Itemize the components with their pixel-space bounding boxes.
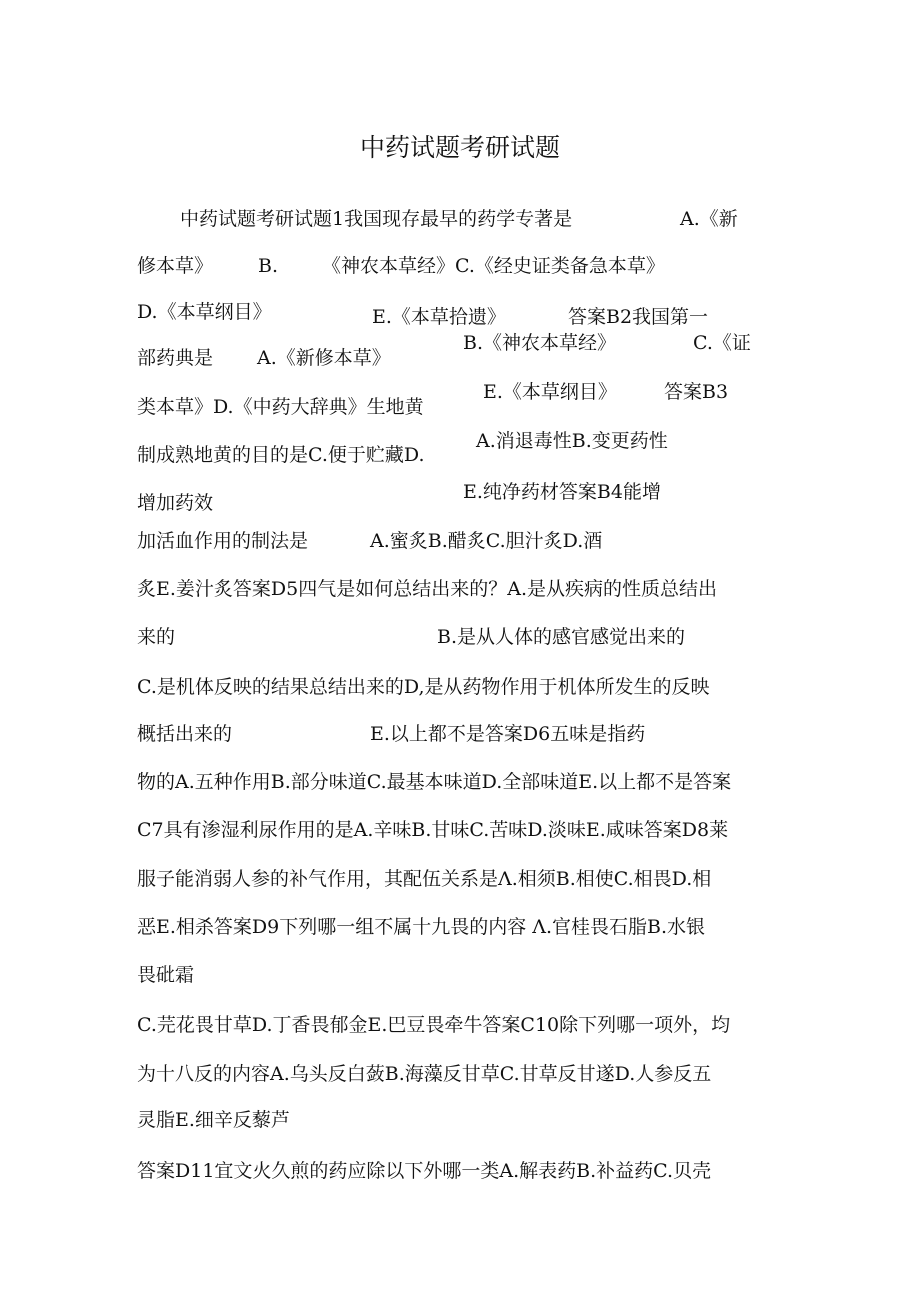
text-line: E.《本草拾遗》: [372, 306, 506, 328]
text-line: E.纯净药材答案B4能增: [463, 481, 661, 503]
text-line: 《神农本草经》C.《经史证类备急本草》: [322, 255, 665, 277]
text-line: 答案D11宜文火久煎的药应除以下外哪一类A.解表药B.补益药C.贝壳: [137, 1160, 712, 1182]
text-line: 为十八反的内容A.乌头反白蔹B.海藻反甘草C.甘草反甘遂D.人参反五: [137, 1063, 712, 1085]
text-line: 畏砒霜: [137, 964, 195, 986]
text-line: 概括出来的: [137, 723, 233, 745]
text-line: E.以上都不是答案D6五味是指药: [370, 723, 646, 745]
text-line: C.芫花畏甘草D.丁香畏郁金E.巴豆畏牵牛答案C10除下列哪一项外，均: [137, 1014, 731, 1036]
text-line: 灵脂E.细辛反藜芦: [137, 1109, 290, 1131]
text-line: C.《证: [693, 332, 751, 354]
text-line: A.《新修本草》: [257, 347, 391, 369]
text-line: 修本草》: [137, 255, 214, 277]
text-line: 类本草》D.《中药大辞典》生地黄: [137, 396, 424, 418]
text-line: 增加药效: [137, 492, 214, 514]
text-line: 答案B2我国第一: [568, 306, 709, 328]
document-title: 中药试题考研试题: [359, 133, 560, 162]
text-line: 来的: [137, 626, 176, 648]
text-line: 物的A.五种作用B.部分味道C.最基本味道D.全部味道E.以上都不是答案: [137, 771, 732, 793]
text-line: 恶E.相杀答案D9下列哪一组不属十九畏的内容 Λ.官桂畏石脂B.水银: [137, 916, 706, 938]
text-line: 服子能消弱人参的补气作用，其配伍关系是Λ.相须B.相使C.相畏D.相: [137, 868, 712, 890]
text-line: 部药典是: [137, 347, 214, 369]
text-line: 炙E.姜汁炙答案D5四气是如何总结出来的？A.是从疾病的性质总结出: [137, 578, 717, 600]
text-line: E.《本草纲目》: [483, 381, 617, 403]
text-line: 制成熟地黄的目的是C.便于贮藏D.: [137, 444, 425, 466]
text-line: A.蜜炙B.醋炙C.胆汁炙D.酒: [370, 530, 603, 552]
text-line: B.: [258, 255, 279, 277]
text-line: 答案B3: [664, 381, 729, 403]
text-line: C.是机体反映的结果总结出来的D,是从药物作用于机体所发生的反映: [137, 676, 710, 698]
text-line: D.《本草纲目》: [137, 301, 272, 323]
text-line: 中药试题考研试题1我国现存最早的药学专著是: [180, 208, 573, 230]
text-line: A.《新: [680, 208, 738, 230]
text-line: A.消退毒性B.变更药性: [476, 430, 668, 452]
text-line: C7具有渗湿利尿作用的是A.辛味B.甘味C.苦味D.淡味E.咸味答案D8莱: [137, 819, 729, 841]
text-line: B.是从人体的感官感觉出来的: [437, 626, 686, 648]
text-line: 加活血作用的制法是: [137, 530, 309, 552]
text-line: B.《神农本草经》: [463, 332, 617, 354]
